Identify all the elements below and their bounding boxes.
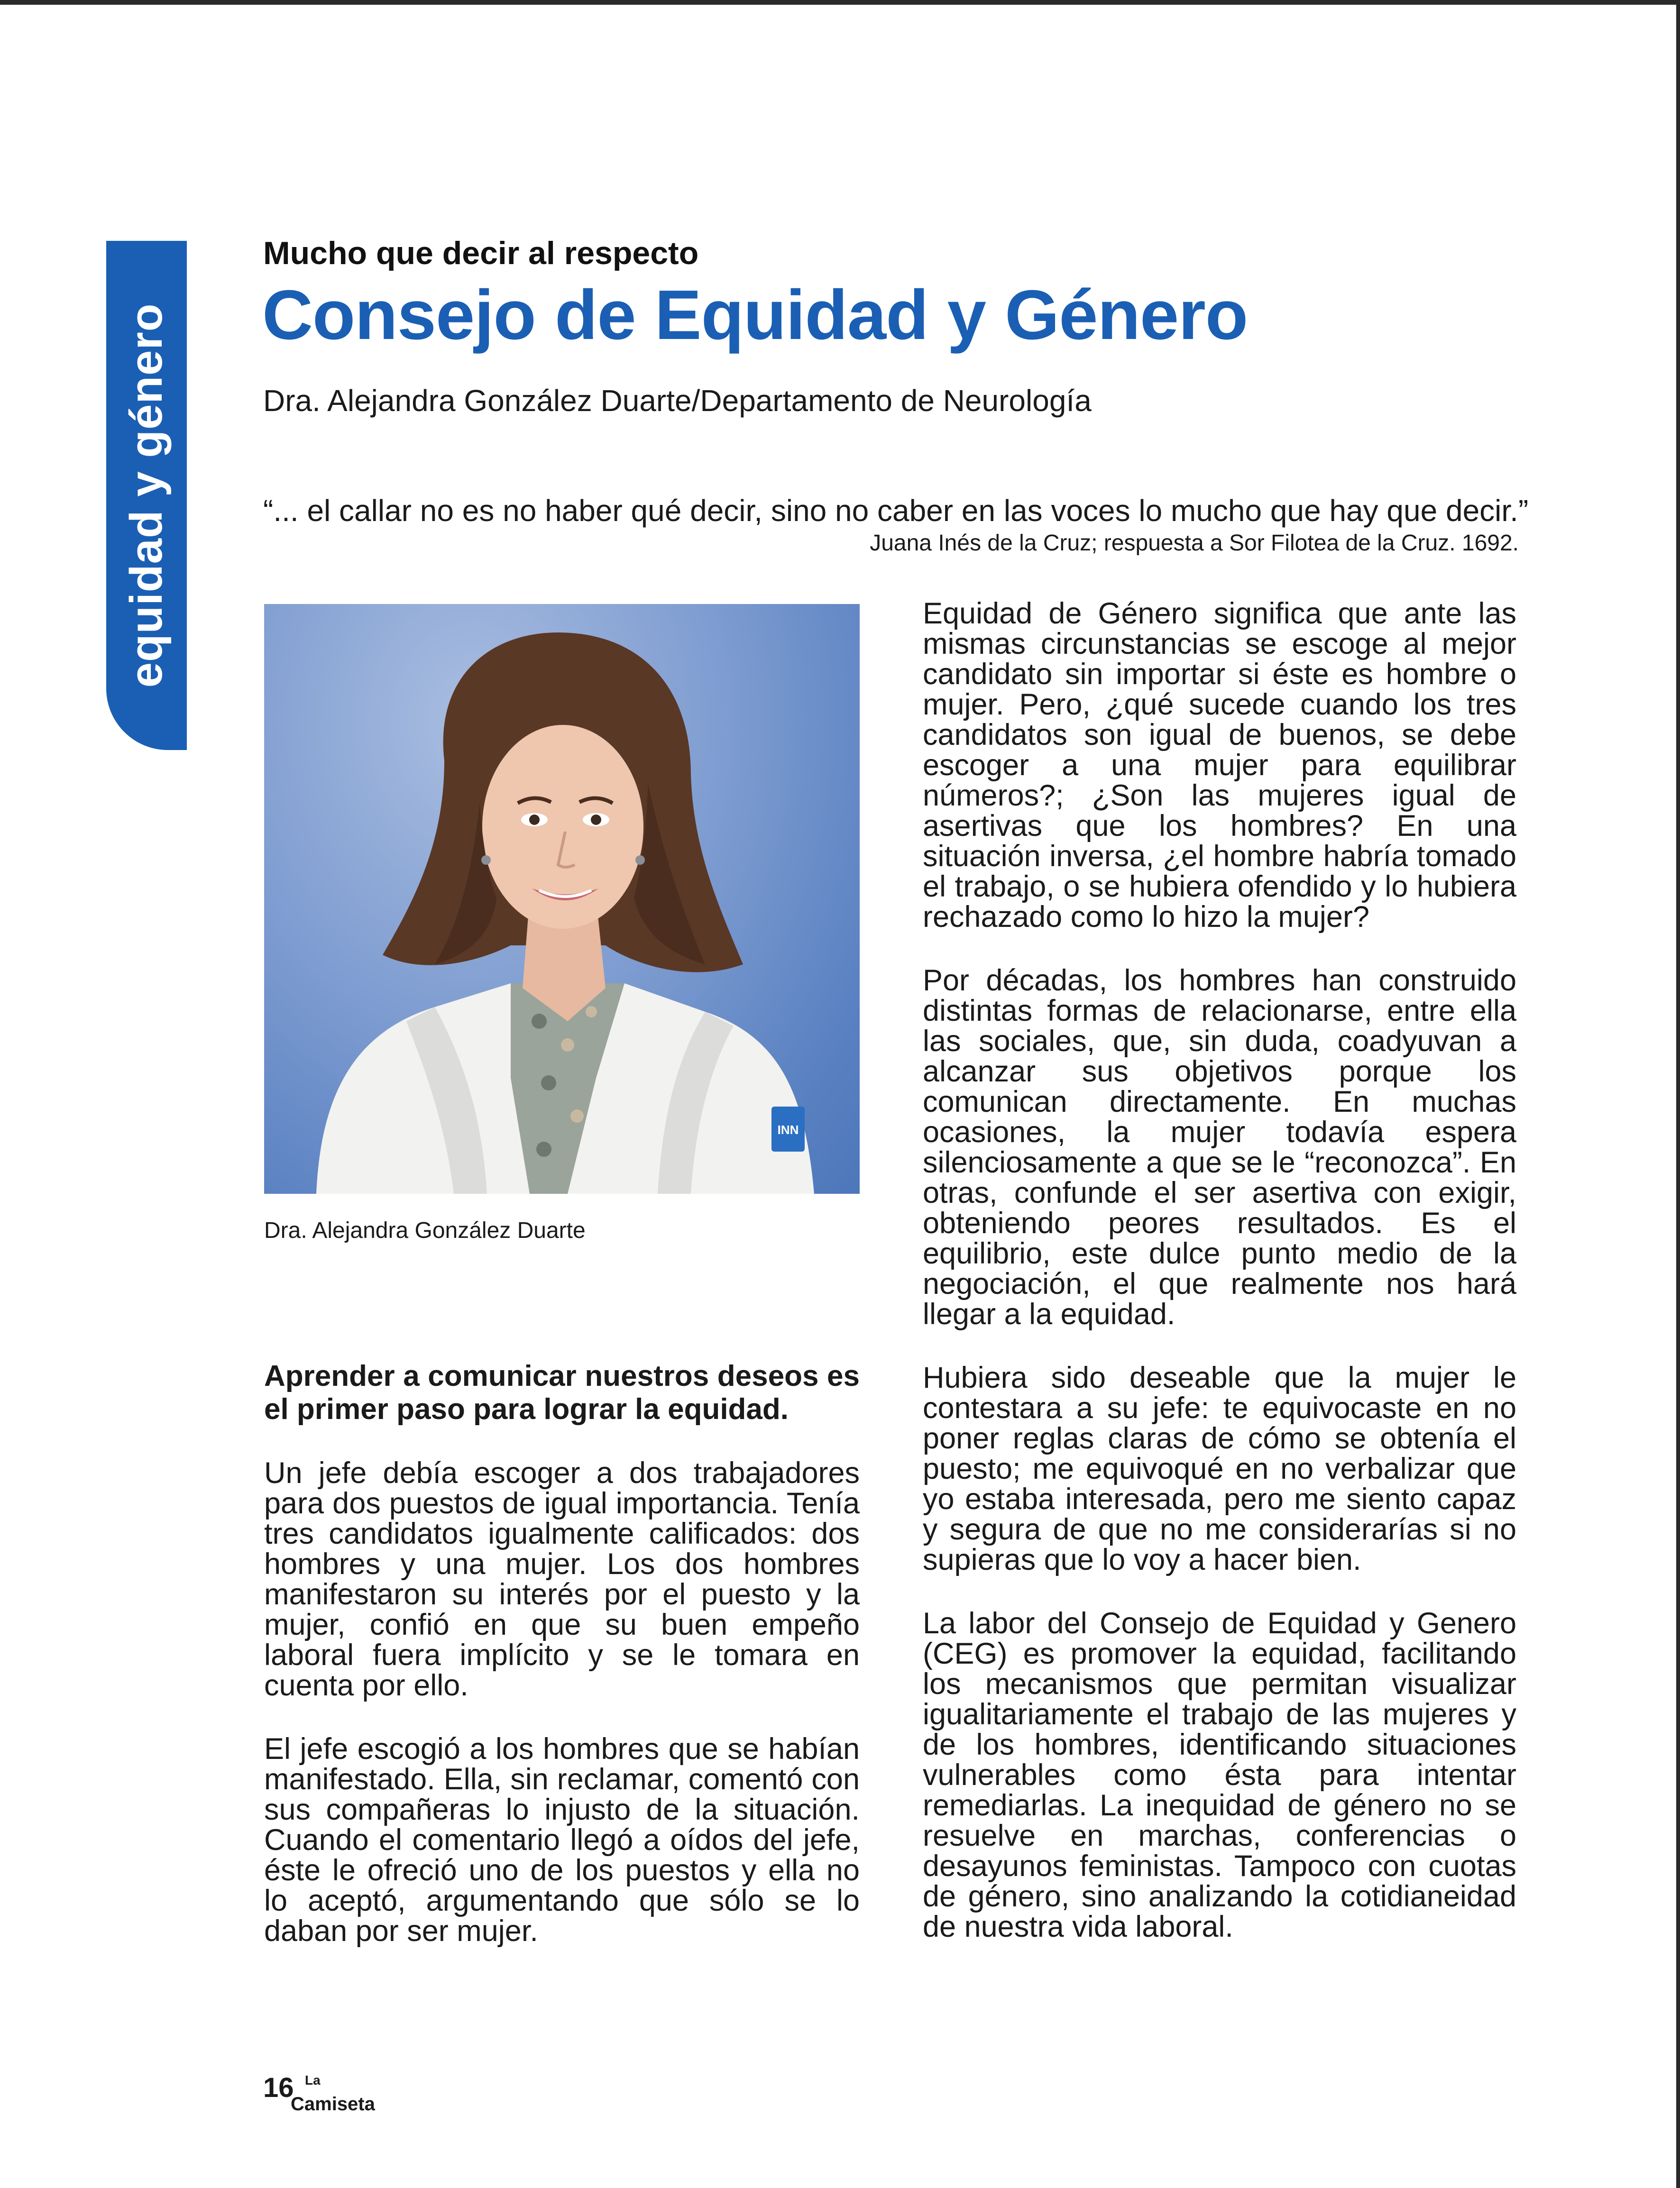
section-tab-label: equidad y género xyxy=(121,303,172,688)
photo-caption: Dra. Alejandra González Duarte xyxy=(264,1218,586,1243)
body-paragraph: El jefe escogió a los hombres que se habían manifestado. Ella, sin reclamar, comentó con sus compañeras lo injusto de la situación. Cuando el comentario llegó a oídos del jefe, éste le ofreció uno de los puestos y ella no lo aceptó, argumentando que sólo se lo daban por ser mujer. xyxy=(264,1732,860,1948)
page-number: 16 xyxy=(263,2072,294,2103)
article-title: Consejo de Equidad y Género xyxy=(262,276,1248,354)
body-paragraph: La labor del Consejo de Equidad y Genero (CEG) es promover la equidad, facilitando los mecanismos que permitan visualizar igualitariamente el trabajo de las mujeres y de los hombres, identificando situaciones vulnerables como ésta para intentar remediarlas. La inequidad de género no se resuelve en marchas, conferencias o desayunos feministas. Tampoco con cuotas de género, sino analizando la cotidianeidad de nuestra vida laboral. xyxy=(923,1607,1516,1943)
lead-paragraph: Aprender a comunicar nuestros deseos es el primer paso para lograr la equidad. xyxy=(264,1360,860,1426)
sleeve-badge-text: INN xyxy=(777,1123,799,1137)
page-top-border xyxy=(0,0,1680,5)
body-paragraph: Equidad de Género significa que ante las mismas circunstancias se escoge al mejor candidato sin importar si éste es hombre o mujer. Pero, ¿qué sucede cuando los tres candidatos son igual de buenos, se debe escoger a una mujer para equilibrar números?; ¿Son las mujeres igual de asertivas que los hombres? En una situación inversa, ¿el hombre habría tomado el trabajo, o se hubiera ofendido y lo hubiera rechazado como lo hizo la mujer? xyxy=(923,597,1516,934)
page-folio xyxy=(263,2072,375,2115)
body-paragraph: Hubiera sido deseable que la mujer le contestara a su jefe: te equivocaste en no poner reglas claras de cómo se obtenía el puesto; me equivoqué en no verbalizar que yo estaba interesada, pero me siento capaz y segura de que no me considerarías si no supieras que lo voy a hacer bien. xyxy=(923,1361,1516,1576)
author-photo xyxy=(264,604,860,1194)
page-right-border xyxy=(1676,0,1680,2188)
magazine-article: La xyxy=(305,2073,321,2087)
magazine-name: Camiseta xyxy=(291,2094,375,2115)
epigraph-quote: “... el callar no es no haber qué decir, sino no caber en las voces lo mucho que hay que decir.” xyxy=(263,494,1529,528)
epigraph-citation: Juana Inés de la Cruz; respuesta a Sor Filotea de la Cruz. 1692. xyxy=(870,531,1519,556)
section-tab xyxy=(106,241,187,750)
article-byline: Dra. Alejandra González Duarte/Departamento de Neurología xyxy=(263,384,1092,418)
left-column xyxy=(264,1458,860,1979)
portrait-illustration xyxy=(264,604,860,1194)
article-kicker: Mucho que decir al respecto xyxy=(263,235,699,271)
body-paragraph: Por décadas, los hombres han construido distintas formas de relacionarse, entre ella las sociales, que, sin duda, coadyuvan a alcanzar sus objetivos porque los comunican directamente. En muchas ocasiones, la mujer todavía espera silenciosamente a que se le “reconozca”. En otras, confunde el ser asertiva con exigir, obteniendo peores resultados. Es el equilibrio, este dulce punto medio de la negociación, el que realmente nos hará llegar a la equidad. xyxy=(923,964,1516,1331)
body-paragraph: Un jefe debía escoger a dos trabajadores para dos puestos de igual importancia. Tenía tres candidatos igualmente calificados: dos hombres y una mujer. Los dos hombres manifestaron su interés por el puesto y la mujer, confió en que su buen empeño laboral fuera implícito y se le tomara en cuenta por ello. xyxy=(264,1456,860,1702)
right-column xyxy=(923,598,1516,1975)
